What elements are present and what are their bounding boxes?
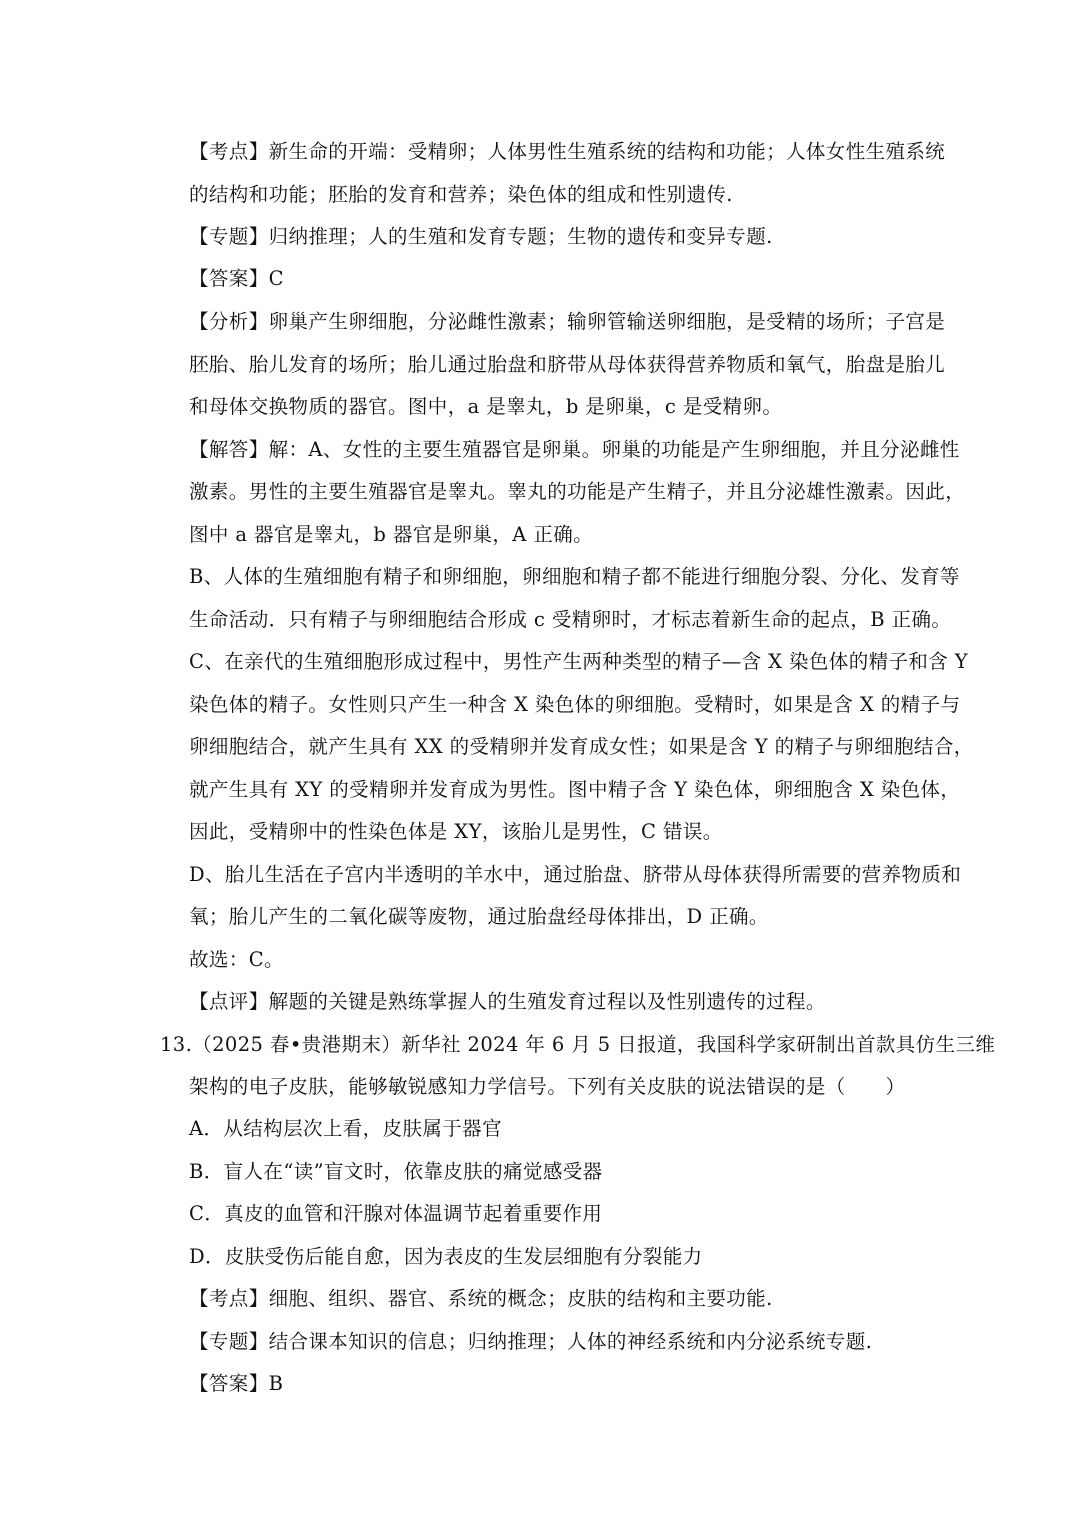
q13-answer-line: 【答案】B <box>189 1372 284 1395</box>
jieda-line-4: B、人体的生殖细胞有精子和卵细胞，卵细胞和精子都不能进行细胞分裂、分化、发育等 <box>189 565 960 588</box>
option-a: A．从结构层次上看，皮肤属于器官 <box>189 1117 502 1140</box>
jieda-line-10: 因此，受精卵中的性染色体是 XY，该胎儿是男性，C 错误。 <box>189 820 723 843</box>
fenxi-line-3: 和母体交换物质的器官。图中，a 是睾丸，b 是卵巢，c 是受精卵。 <box>189 395 783 418</box>
fenxi-line-2: 胚胎、胎儿发育的场所；胎儿通过胎盘和脐带从母体获得营养物质和氧气，胎盘是胎儿 <box>189 353 946 376</box>
option-b: B．盲人在“读”盲文时，依靠皮肤的痛觉感受器 <box>189 1160 603 1183</box>
jieda-line-13: 故选：C。 <box>189 948 284 971</box>
jieda-line-9: 就产生具有 XY 的受精卵并发育成为男性。图中精子含 Y 染色体，卵细胞含 X 染色体， <box>189 778 961 801</box>
answer-line: 【答案】C <box>189 267 284 290</box>
jieda-line-1: 【解答】解：A、女性的主要生殖器官是卵巢。卵巢的功能是产生卵细胞，并且分泌雌性 <box>189 438 960 461</box>
dianping-line: 【点评】解题的关键是熟练掌握人的生殖发育过程以及性别遗传的过程。 <box>189 990 826 1013</box>
option-c: C．真皮的血管和汗腺对体温调节起着重要作用 <box>189 1202 603 1225</box>
kaodian-line-1: 【考点】新生命的开端：受精卵；人体男性生殖系统的结构和功能；人体女性生殖系统 <box>189 140 946 163</box>
zhuanti-line: 【专题】归纳推理；人的生殖和发育专题；生物的遗传和变异专题. <box>189 225 773 248</box>
q13-zhuanti-line: 【专题】结合课本知识的信息；归纳推理；人体的神经系统和内分泌系统专题. <box>189 1330 873 1353</box>
question-13-stem-line-1: 13.（2025 春•贵港期末）新华社 2024 年 6 月 5 日报道，我国科学家研制出首款具仿生三维 <box>160 1033 996 1056</box>
q13-kaodian-line: 【考点】细胞、组织、器官、系统的概念；皮肤的结构和主要功能. <box>189 1287 773 1310</box>
fenxi-line-1: 【分析】卵巢产生卵细胞，分泌雌性激素；输卵管输送卵细胞，是受精的场所；子宫是 <box>189 310 946 333</box>
jieda-line-2: 激素。男性的主要生殖器官是睾丸。睾丸的功能是产生精子，并且分泌雄性激素。因此， <box>189 480 966 503</box>
jieda-line-6: C、在亲代的生殖细胞形成过程中，男性产生两种类型的精子—含 X 染色体的精子和含 Y <box>189 650 969 673</box>
question-13-stem-line-2: 架构的电子皮肤，能够敏锐感知力学信号。下列有关皮肤的说法错误的是（ ） <box>189 1075 906 1098</box>
kaodian-line-2: 的结构和功能；胚胎的发育和营养；染色体的组成和性别遗传. <box>189 183 733 206</box>
jieda-line-5: 生命活动．只有精子与卵细胞结合形成 c 受精卵时，才标志着新生命的起点，B 正确。 <box>189 608 952 631</box>
jieda-line-11: D、胎儿生活在子宫内半透明的羊水中，通过胎盘、脐带从母体获得所需要的营养物质和 <box>189 863 962 886</box>
option-d: D．皮肤受伤后能自愈，因为表皮的生发层细胞有分裂能力 <box>189 1245 703 1268</box>
jieda-line-8: 卵细胞结合，就产生具有 XX 的受精卵并发育成女性；如果是含 Y 的精子与卵细胞结合， <box>189 735 974 758</box>
jieda-line-12: 氧；胎儿产生的二氧化碳等废物，通过胎盘经母体排出，D 正确。 <box>189 905 769 928</box>
jieda-line-3: 图中 a 器官是睾丸，b 器官是卵巢，A 正确。 <box>189 523 594 546</box>
jieda-line-7: 染色体的精子。女性则只产生一种含 X 染色体的卵细胞。受精时，如果是含 X 的精子与 <box>189 693 961 716</box>
